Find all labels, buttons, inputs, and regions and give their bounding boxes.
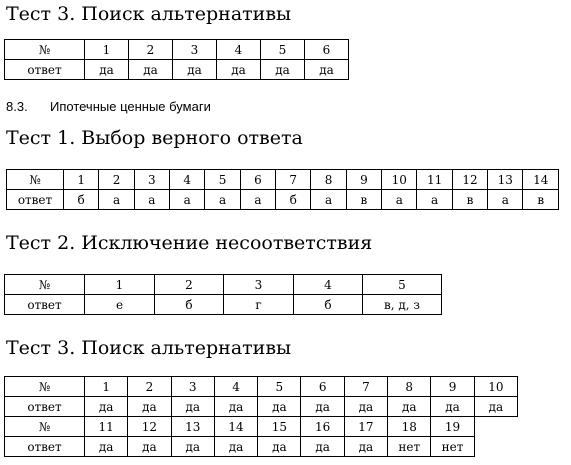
- question-number: 6: [301, 377, 344, 397]
- header-label: №: [5, 275, 85, 295]
- table-row: [7, 190, 559, 210]
- question-number: 7: [344, 377, 387, 397]
- question-number: 19: [431, 417, 474, 437]
- answer-cell: да: [301, 437, 344, 457]
- question-number: 14: [214, 417, 257, 437]
- question-number: 13: [171, 417, 214, 437]
- answer-cell: да: [173, 60, 217, 80]
- test-heading: Тест 2. Исключение несоответствия: [6, 232, 373, 254]
- answer-table: [4, 274, 442, 315]
- question-number: 15: [258, 417, 301, 437]
- answer-cell: а: [382, 190, 417, 210]
- question-number: 5: [261, 40, 305, 60]
- answer-cell: да: [344, 397, 387, 417]
- answer-cell: б: [64, 190, 99, 210]
- question-number: 6: [305, 40, 349, 60]
- answer-cell: а: [488, 190, 523, 210]
- question-number: 2: [155, 275, 224, 295]
- answer-cell: да: [171, 397, 214, 417]
- answer-cell: нет: [388, 437, 431, 457]
- answer-cell: а: [134, 190, 169, 210]
- answer-cell: да: [85, 437, 128, 457]
- answer-cell: б: [294, 295, 363, 315]
- answer-cell: а: [417, 190, 452, 210]
- question-number: 10: [474, 377, 517, 397]
- question-number: 10: [382, 170, 417, 190]
- question-number: 14: [523, 170, 559, 190]
- answer-table: [6, 169, 559, 210]
- row-label: ответ: [5, 295, 85, 315]
- table-row: [7, 170, 559, 190]
- row-label: ответ: [5, 437, 85, 457]
- answer-cell: да: [388, 397, 431, 417]
- answer-cell: в: [452, 190, 487, 210]
- question-number: 3: [173, 40, 217, 60]
- table-row: [5, 397, 518, 417]
- answer-cell: да: [305, 60, 349, 80]
- answer-cell: да: [214, 397, 257, 417]
- answer-cell: да: [344, 437, 387, 457]
- answer-cell: да: [258, 397, 301, 417]
- row-label: ответ: [5, 397, 85, 417]
- question-number: 3: [134, 170, 169, 190]
- empty-cell: [474, 437, 517, 457]
- question-number: 8: [311, 170, 346, 190]
- question-number: 1: [85, 377, 128, 397]
- question-number: 3: [224, 275, 294, 295]
- table-row: [5, 40, 349, 60]
- answer-cell: а: [311, 190, 346, 210]
- header-label: №: [7, 170, 64, 190]
- answer-cell: г: [224, 295, 294, 315]
- section-heading: [6, 99, 211, 114]
- question-number: 6: [240, 170, 275, 190]
- section-number: 8.3.: [6, 99, 28, 114]
- answer-cell: а: [99, 190, 134, 210]
- answer-cell: да: [128, 397, 171, 417]
- test-heading: Тест 3. Поиск альтернативы: [6, 3, 292, 25]
- test-heading: Тест 3. Поиск альтернативы: [6, 337, 292, 359]
- empty-cell: [474, 417, 517, 437]
- question-number: 5: [205, 170, 240, 190]
- question-number: 4: [294, 275, 363, 295]
- question-number: 16: [301, 417, 344, 437]
- answer-cell: да: [214, 437, 257, 457]
- answer-cell: в, д, з: [363, 295, 442, 315]
- answer-cell: да: [85, 397, 128, 417]
- question-number: 5: [258, 377, 301, 397]
- question-number: 1: [85, 275, 155, 295]
- question-number: 4: [217, 40, 261, 60]
- row-label: ответ: [5, 60, 85, 80]
- question-number: 12: [452, 170, 487, 190]
- question-number: 8: [388, 377, 431, 397]
- answer-cell: в: [523, 190, 559, 210]
- question-number: 9: [431, 377, 474, 397]
- answer-cell: да: [85, 60, 129, 80]
- header-label: №: [5, 40, 85, 60]
- row-label: ответ: [7, 190, 64, 210]
- question-number: 2: [128, 377, 171, 397]
- answer-table: [4, 39, 349, 80]
- question-number: 9: [346, 170, 381, 190]
- table-row: [5, 417, 518, 437]
- question-number: 11: [417, 170, 452, 190]
- section-title: Ипотечные ценные бумаги: [50, 99, 211, 114]
- test-heading: Тест 1. Выбор верного ответа: [6, 127, 303, 149]
- question-number: 18: [388, 417, 431, 437]
- header-label: №: [5, 417, 85, 437]
- answer-cell: да: [431, 397, 474, 417]
- question-number: 4: [214, 377, 257, 397]
- question-number: 1: [64, 170, 99, 190]
- question-number: 4: [170, 170, 205, 190]
- question-number: 13: [488, 170, 523, 190]
- answer-cell: да: [301, 397, 344, 417]
- answer-cell: нет: [431, 437, 474, 457]
- answer-cell: да: [474, 397, 517, 417]
- question-number: 11: [85, 417, 128, 437]
- answer-cell: в: [346, 190, 381, 210]
- answer-table: [4, 376, 518, 457]
- question-number: 3: [171, 377, 214, 397]
- answer-cell: да: [129, 60, 173, 80]
- question-number: 5: [363, 275, 442, 295]
- question-number: 7: [276, 170, 311, 190]
- answer-cell: да: [261, 60, 305, 80]
- table-row: [5, 295, 442, 315]
- answer-cell: а: [240, 190, 275, 210]
- answer-cell: б: [276, 190, 311, 210]
- answer-cell: да: [217, 60, 261, 80]
- answer-cell: да: [171, 437, 214, 457]
- question-number: 12: [128, 417, 171, 437]
- table-row: [5, 377, 518, 397]
- table-row: [5, 437, 518, 457]
- question-number: 1: [85, 40, 129, 60]
- answer-cell: а: [205, 190, 240, 210]
- answer-cell: а: [170, 190, 205, 210]
- question-number: 2: [129, 40, 173, 60]
- answer-cell: да: [128, 437, 171, 457]
- answer-cell: е: [85, 295, 155, 315]
- table-row: [5, 60, 349, 80]
- answer-cell: да: [258, 437, 301, 457]
- question-number: 2: [99, 170, 134, 190]
- header-label: №: [5, 377, 85, 397]
- table-row: [5, 275, 442, 295]
- answer-cell: б: [155, 295, 224, 315]
- question-number: 17: [344, 417, 387, 437]
